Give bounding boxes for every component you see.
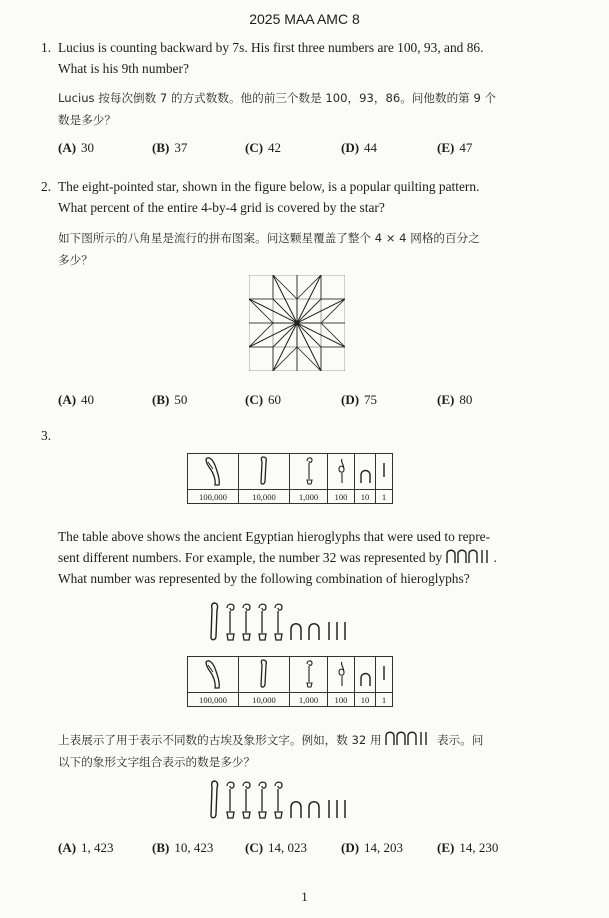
- finger-icon: [239, 657, 290, 693]
- q1-choice-e[interactable]: (E) 47: [437, 140, 473, 155]
- q1-choice-b[interactable]: (B) 37: [152, 140, 188, 155]
- q3-number: 3.: [41, 428, 52, 443]
- coil-icon: [328, 657, 355, 693]
- q2-choice-d[interactable]: (D) 75: [341, 392, 378, 407]
- stroke-icon: [376, 657, 393, 693]
- q2-text-en-1: The eight-pointed star, shown in the figure below, is a popular quilting pattern.: [58, 179, 480, 194]
- table1-value: 10,000: [239, 490, 290, 504]
- q2-text-cn-1: 如下图所示的八角星是流行的拼布图案。问这颗星覆盖了整个 4 × 4 网格的百分之: [58, 231, 480, 245]
- table1-value: 100: [328, 490, 355, 504]
- table1-value: 1: [376, 490, 393, 504]
- q2-choice-b[interactable]: (B) 50: [152, 392, 188, 407]
- exam-header: 2025 MAA AMC 8: [249, 11, 360, 27]
- q3-text-en-1: The table above shows the ancient Egyptian hieroglyphs that were used to repre-: [58, 529, 491, 544]
- table2-value: 1,000: [290, 693, 328, 707]
- q1-choice-a[interactable]: (A) 30: [58, 140, 95, 155]
- hieroglyph-table-2: [187, 656, 393, 707]
- table2-value: 10,000: [239, 693, 290, 707]
- q1-text-cn-2: 数是多少？: [58, 113, 116, 127]
- table1-value: 1,000: [290, 490, 328, 504]
- q3-choice-a[interactable]: (A) 1, 423: [58, 840, 114, 855]
- hieroglyph-combination-2: [208, 778, 378, 822]
- q3-text-cn-1: 上表展示了用于表示不同数的古埃及象形文字。例如，数 32 用 表示。问: [58, 730, 483, 751]
- q2-choice-a[interactable]: (A) 40: [58, 392, 95, 407]
- q3-choice-b[interactable]: (B) 10, 423: [152, 840, 214, 855]
- q1-text-cn-1: Lucius 按每次倒数 7 的方式数数。他的前三个数是 100，93，86。问他数的第 9 个: [58, 91, 497, 105]
- q2-text-en-2: What percent of the entire 4-by-4 grid is covered by the star?: [58, 200, 385, 215]
- finger-icon: [239, 454, 290, 490]
- q3-choice-c[interactable]: (C) 14, 023: [245, 840, 308, 855]
- table1-value: 100,000: [188, 490, 239, 504]
- table2-value: 1: [376, 693, 393, 707]
- q3-text-en-3: What number was represented by the following combination of hieroglyphs?: [58, 571, 470, 586]
- q1-text-en-2: What is his 9th number?: [58, 61, 189, 76]
- q3-choice-e[interactable]: (E) 14, 230: [437, 840, 499, 855]
- q1-text-en-1: Lucius is counting backward by 7s. His first three numbers are 100, 93, and 86.: [58, 40, 484, 55]
- q2-number: 2.: [41, 179, 52, 194]
- heel-bone-icon: [355, 454, 376, 490]
- q3-text-cn-2: 以下的象形文字组合表示的数是多少？: [58, 755, 256, 769]
- q1-number: 1.: [41, 40, 52, 55]
- q3-choice-d[interactable]: (D) 14, 203: [341, 840, 404, 855]
- star-quilt-figure: [249, 275, 345, 371]
- lotus-icon: [290, 454, 328, 490]
- q2-text-cn-2: 多少？: [58, 253, 93, 267]
- q1-choices: [0, 140, 609, 160]
- stroke-icon: [376, 454, 393, 490]
- table1-value: 10: [355, 490, 376, 504]
- q3-text-en-2: sent different numbers. For example, the number 32 was represented by .: [58, 550, 497, 565]
- heel-bone-icon: [355, 657, 376, 693]
- table2-value: 100,000: [188, 693, 239, 707]
- tadpole-icon: [188, 454, 239, 490]
- coil-icon: [328, 454, 355, 490]
- tadpole-icon: [188, 657, 239, 693]
- q2-choice-c[interactable]: (C) 60: [245, 392, 282, 407]
- q1-choice-c[interactable]: (C) 42: [245, 140, 282, 155]
- hieroglyph-combination-1: [208, 600, 378, 644]
- q2-choices: [0, 392, 609, 412]
- hieroglyph-32-icon: [446, 548, 494, 564]
- q3-choices: [0, 840, 609, 860]
- hieroglyph-table-1: [187, 453, 393, 504]
- q1-choice-d[interactable]: (D) 44: [341, 140, 378, 155]
- page-number: 1: [301, 889, 308, 904]
- lotus-icon: [290, 657, 328, 693]
- q2-choice-e[interactable]: (E) 80: [437, 392, 473, 407]
- hieroglyph-32-icon: [385, 730, 433, 746]
- table2-value: 100: [328, 693, 355, 707]
- table2-value: 10: [355, 693, 376, 707]
